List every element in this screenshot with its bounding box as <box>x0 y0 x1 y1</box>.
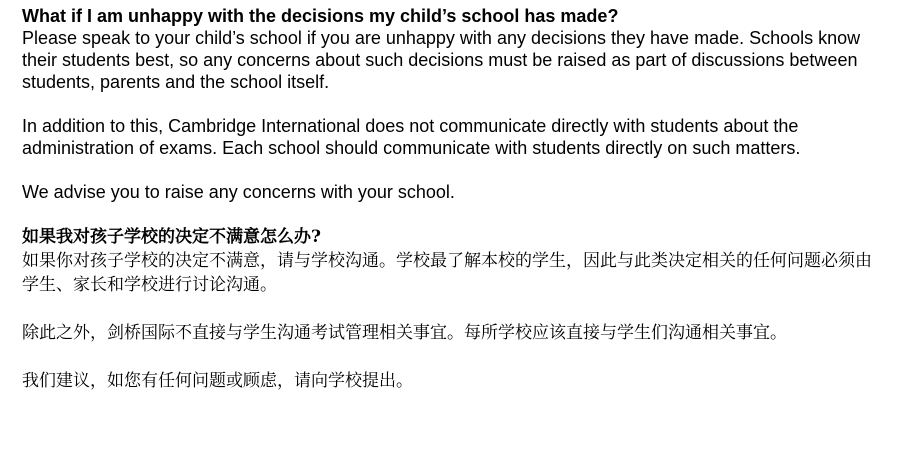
english-heading: What if I am unhappy with the decisions my child’s school has made? <box>22 6 619 26</box>
chinese-heading: 如果我对孩子学校的决定不满意怎么办? <box>22 227 321 247</box>
chinese-paragraph-1: 如果你对孩子学校的决定不满意，请与学校沟通。学校最了解本校的学生，因此与此类决定相关的任何问题必须由学生、家长和学校进行讨论沟通。 <box>22 251 872 295</box>
english-paragraph-2: In addition to this, Cambridge International does not communicate directly with students about the administration of exams. Each school should communicate with students directly on such matters. <box>22 116 801 158</box>
english-block <box>22 5 882 203</box>
faq-section <box>22 5 882 393</box>
english-paragraph-1: Please speak to your child’s school if you are unhappy with any decisions they have made. Schools know their students best, so any concerns about such decisions must be raised as part of discussions between students, parents and the school itself. <box>22 28 861 92</box>
chinese-paragraph-2: 除此之外，剑桥国际不直接与学生沟通考试管理相关事宜。每所学校应该直接与学生们沟通相关事宜。 <box>22 323 787 343</box>
chinese-paragraph-3: 我们建议，如您有任何问题或顾虑，请向学校提出。 <box>22 371 413 391</box>
chinese-block <box>22 225 882 393</box>
english-paragraph-3: We advise you to raise any concerns with your school. <box>22 182 455 202</box>
